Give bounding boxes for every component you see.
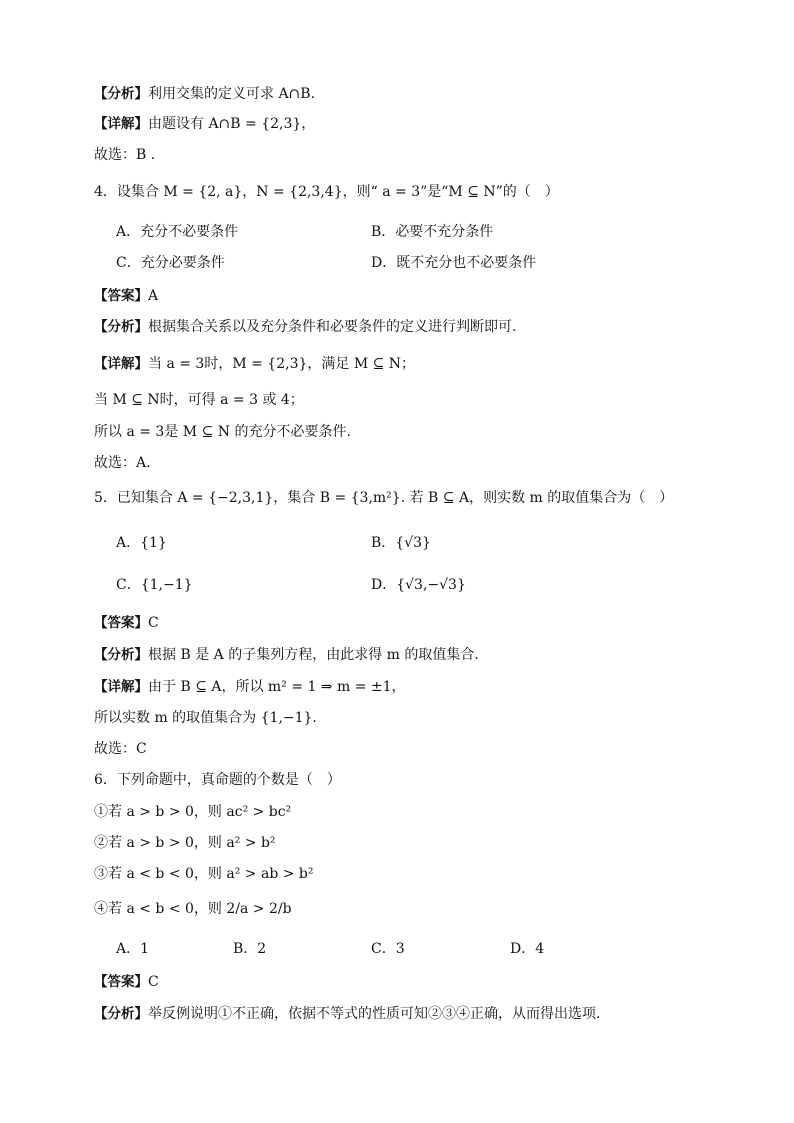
choice-line	[94, 738, 147, 760]
q5-option-c: C．{1,−1}	[116, 577, 193, 593]
line-text: ②若 a > b > 0，则 a² > b²	[94, 835, 276, 851]
line-text: ③若 a < b < 0，则 a² > ab > b²	[94, 866, 314, 882]
q6-option-a: A．1	[116, 941, 150, 957]
line-text: 故选：B .	[94, 147, 156, 163]
tag-detail: 【详解】	[94, 356, 148, 372]
answer-line	[94, 971, 159, 993]
analysis-line	[94, 83, 315, 105]
line-text: ①若 a > b > 0，则 ac² > bc²	[94, 804, 292, 820]
line-text: 当 a = 3时，M = {2,3}，满足 M ⊆ N；	[148, 356, 416, 372]
q6-option-c: C．3	[371, 941, 405, 957]
tag-detail: 【详解】	[94, 679, 148, 695]
line-text: A	[148, 288, 159, 304]
line-text: 由题设有 A∩B = {2,3}，	[148, 116, 316, 132]
q4-option-c: C．充分必要条件	[116, 255, 225, 271]
tag-analysis: 【分析】	[94, 1006, 148, 1022]
detail-line	[94, 353, 415, 375]
q5-option-a: A．{1}	[116, 535, 167, 551]
answer-line	[94, 612, 159, 634]
choice-line	[94, 452, 151, 474]
proposition-3	[94, 863, 313, 885]
line-text: 根据集合关系以及充分条件和必要条件的定义进行判断即可.	[148, 319, 517, 335]
line-text: 由于 B ⊆ A，所以 m² = 1 ⇒ m = ±1，	[148, 679, 406, 695]
question-text: 4．设集合 M = {2, a}，N = {2,3,4}，则“ a = 3”是“M ⊆ N”的（ ）	[94, 184, 559, 200]
analysis-line	[94, 316, 516, 338]
tag-answer: 【答案】	[94, 288, 148, 304]
tag-analysis: 【分析】	[94, 319, 148, 335]
question-text: 6．下列命题中，真命题的个数是（ ）	[94, 772, 341, 788]
tag-answer: 【答案】	[94, 974, 148, 990]
line-text: C	[148, 615, 159, 631]
q5-option-b: B．{√3}	[371, 535, 431, 551]
line-text: C	[148, 974, 159, 990]
q4-option-d: D．既不充分也不必要条件	[371, 255, 537, 271]
line-text: 故选：C	[94, 741, 147, 757]
detail-line	[94, 113, 315, 135]
q5-option-d: D．{√3,−√3}	[371, 577, 466, 593]
tag-detail: 【详解】	[94, 116, 148, 132]
detail-line	[94, 421, 351, 443]
detail-line	[94, 707, 317, 729]
line-text: 根据 B 是 A 的子集列方程，由此求得 m 的取值集合.	[148, 647, 479, 663]
q6-option-b: B．2	[233, 941, 267, 957]
line-text: 所以实数 m 的取值集合为 {1,−1}.	[94, 710, 317, 726]
line-text: 所以 a = 3是 M ⊆ N 的充分不必要条件.	[94, 424, 351, 440]
line-text: ④若 a < b < 0，则 2/a > 2/b	[94, 901, 292, 917]
detail-line	[94, 389, 304, 411]
question-5	[94, 487, 673, 509]
detail-line	[94, 676, 406, 698]
choice-line	[94, 144, 155, 166]
question-text: 5．已知集合 A = {−2,3,1}，集合 B = {3,m²}. 若 B ⊆ A，则实数 m 的取值集合为（ ）	[94, 490, 674, 506]
line-text: 故选：A.	[94, 455, 151, 471]
question-6	[94, 769, 341, 791]
proposition-2	[94, 832, 276, 854]
line-text: 举反例说明①不正确，依据不等式的性质可知②③④正确，从而得出选项.	[148, 1006, 601, 1022]
tag-answer: 【答案】	[94, 615, 148, 631]
tag-analysis: 【分析】	[94, 647, 148, 663]
analysis-line	[94, 644, 479, 666]
line-text: 利用交集的定义可求 A∩B.	[148, 86, 316, 102]
analysis-line	[94, 1003, 600, 1025]
proposition-4	[94, 898, 292, 920]
answer-line	[94, 285, 158, 307]
q4-option-a: A．充分不必要条件	[116, 224, 239, 240]
question-4	[94, 181, 559, 203]
line-text: 当 M ⊆ N时，可得 a = 3 或 4；	[94, 392, 304, 408]
q6-option-d: D．4	[510, 941, 545, 957]
proposition-1	[94, 801, 291, 823]
q4-option-b: B．必要不充分条件	[371, 224, 494, 240]
tag-analysis: 【分析】	[94, 86, 148, 102]
